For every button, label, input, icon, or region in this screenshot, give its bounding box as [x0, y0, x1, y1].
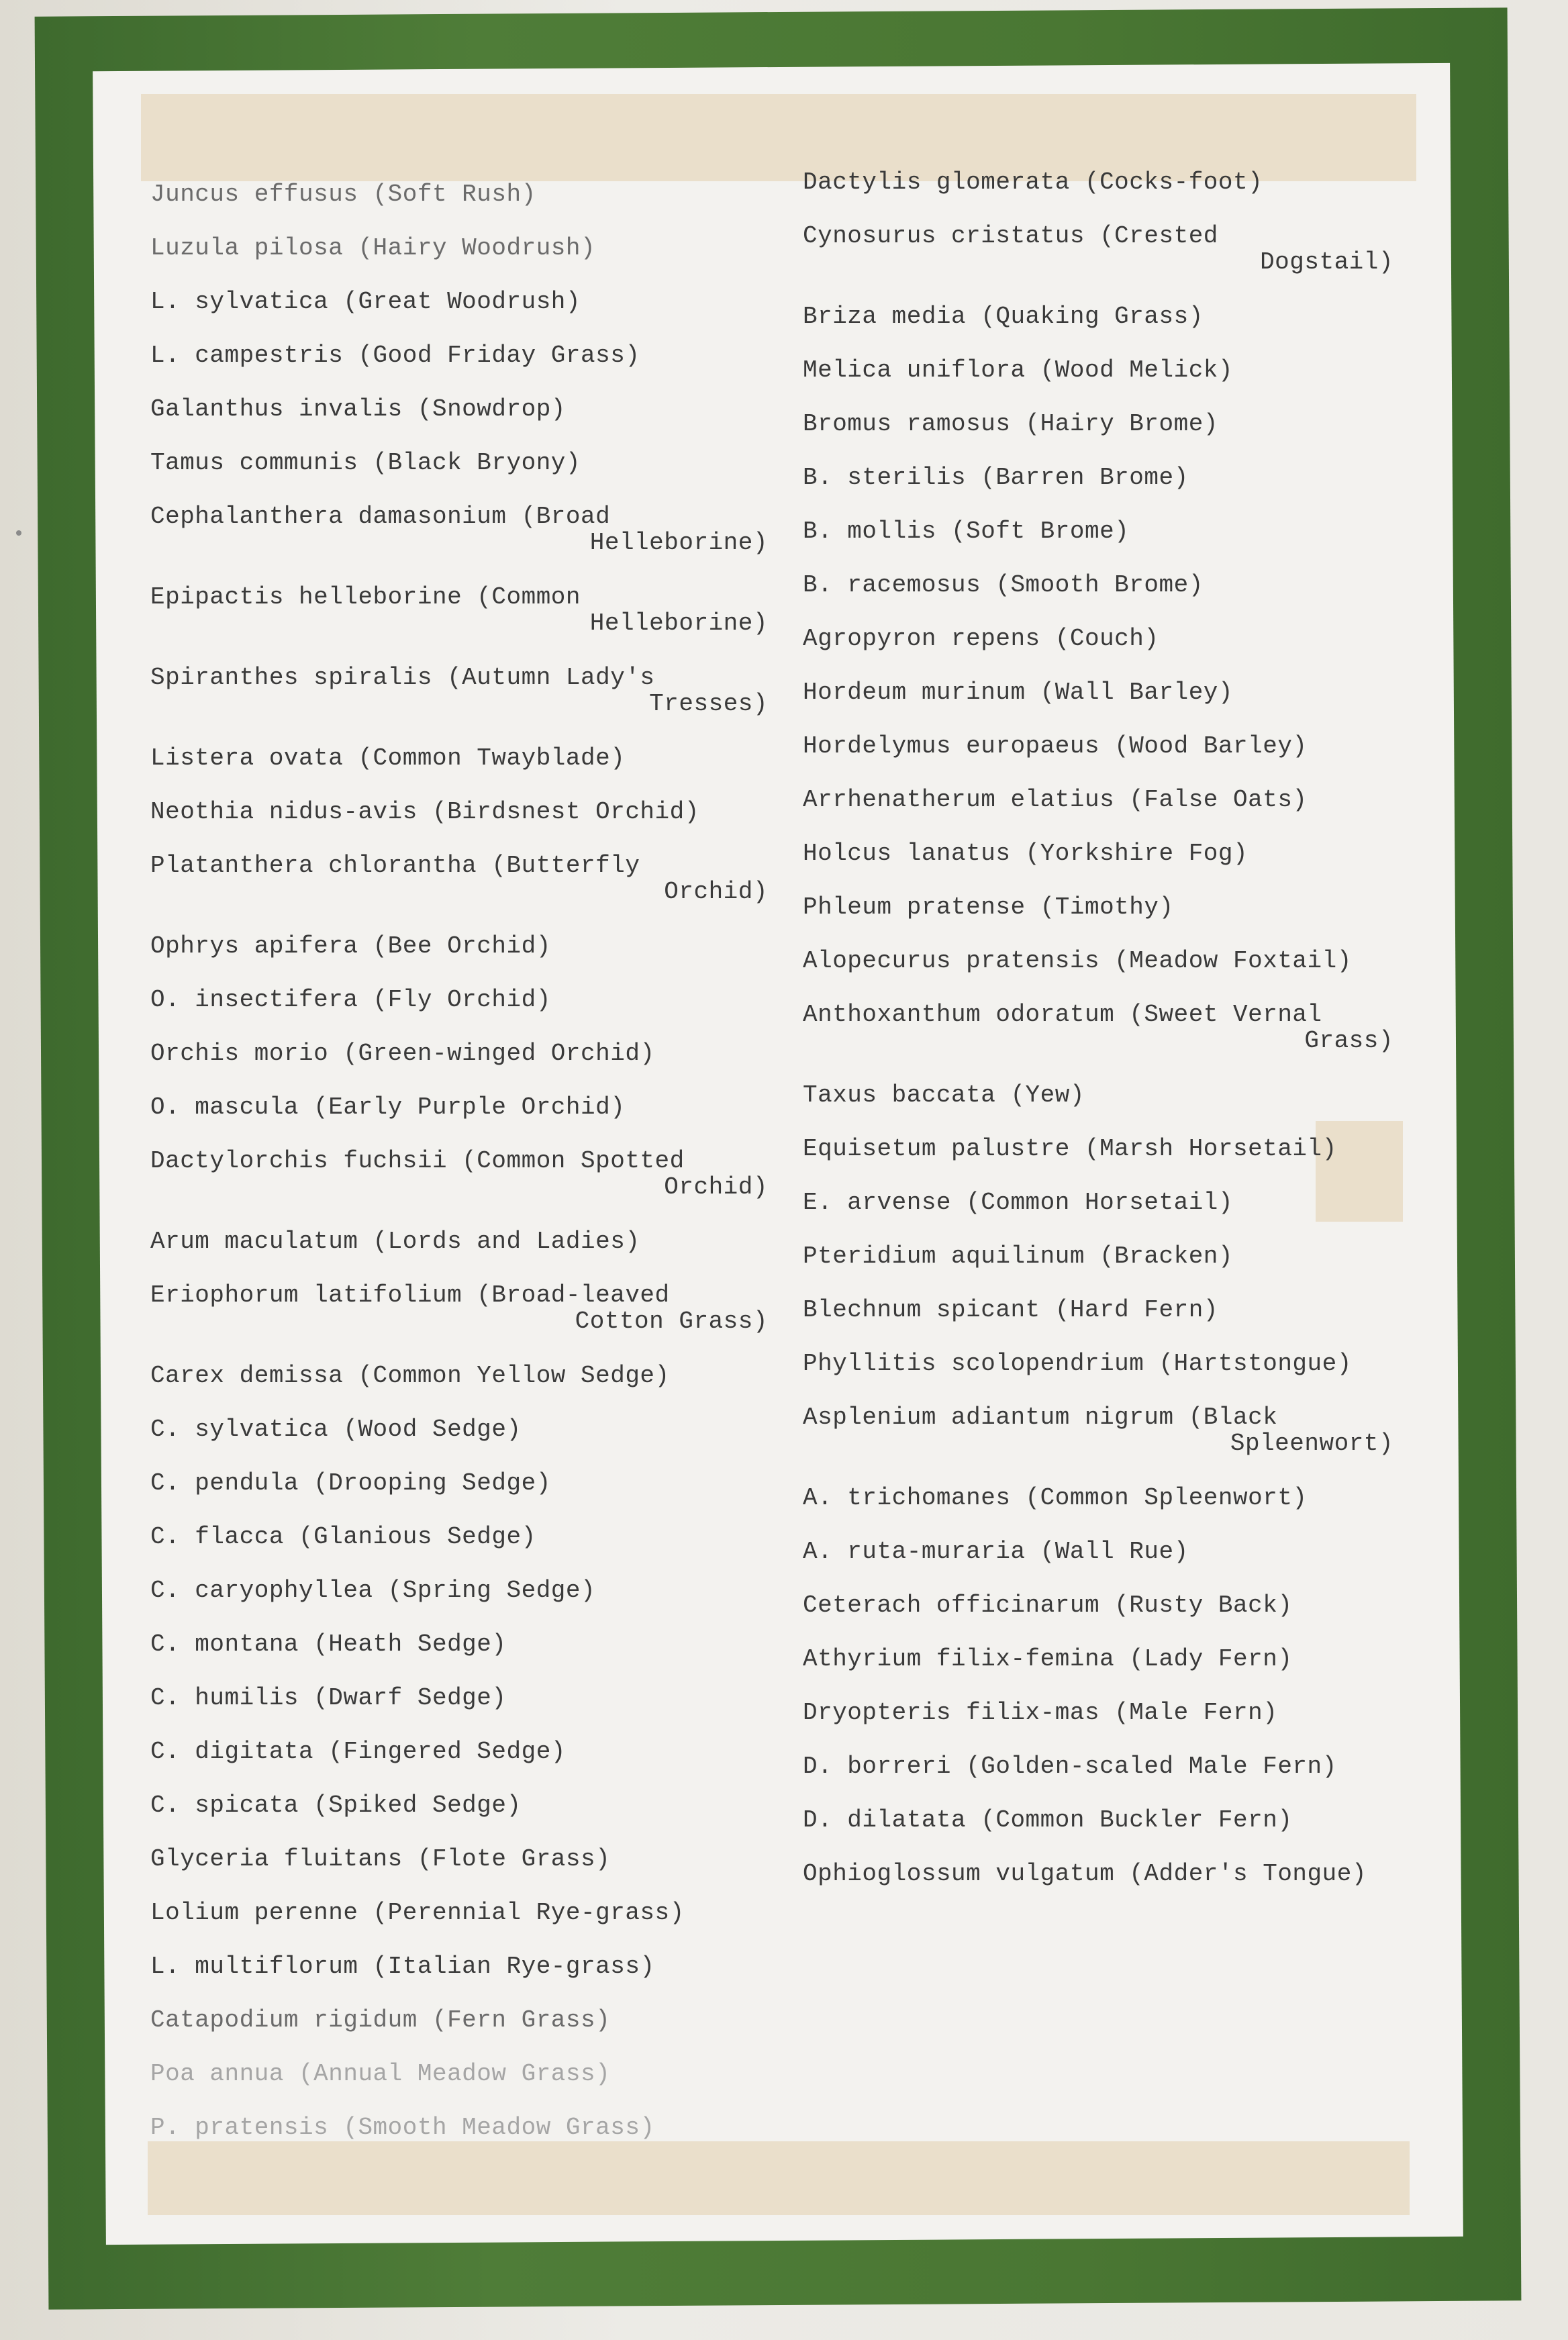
species-entry [150, 2007, 610, 2033]
species-name: Dactylis glomerata (Cocks-foot) [803, 168, 1263, 196]
species-entry [150, 396, 566, 422]
species-entry [803, 1700, 1277, 1726]
species-name-continuation: Spleenwort) [1230, 1430, 1393, 1457]
species-entry [803, 357, 1233, 383]
species-entry [150, 852, 768, 905]
species-name: Equisetum palustre (Marsh Horsetail) [803, 1135, 1337, 1163]
species-name: O. mascula (Early Purple Orchid) [150, 1093, 626, 1121]
species-entry [803, 1646, 1292, 1672]
species-name: C. digitata (Fingered Sedge) [150, 1738, 566, 1765]
species-entry [150, 987, 551, 1013]
species-name: Arum maculatum (Lords and Ladies) [150, 1228, 640, 1255]
species-name: Orchis morio (Green-winged Orchid) [150, 1040, 655, 1067]
species-name: Tamus communis (Black Bryony) [150, 449, 581, 477]
species-name-continuation: Helleborine) [589, 610, 768, 637]
species-entry [803, 787, 1308, 813]
species-entry [150, 665, 768, 717]
species-name-continuation: Grass) [1304, 1027, 1393, 1055]
species-name: L. campestris (Good Friday Grass) [150, 342, 640, 369]
species-entry [150, 1282, 768, 1334]
species-entry [150, 1685, 506, 1711]
species-name: Glyceria fluitans (Flote Grass) [150, 1845, 611, 1873]
species-entry [150, 1846, 610, 1872]
species-name: B. mollis (Soft Brome) [803, 518, 1130, 545]
species-entry [803, 840, 1248, 867]
species-entry [803, 679, 1233, 705]
species-entry [803, 411, 1218, 437]
species-name: Phleum pratense (Timothy) [803, 893, 1174, 921]
species-name: A. ruta-muraria (Wall Rue) [803, 1538, 1189, 1565]
species-name: Galanthus invalis (Snowdrop) [150, 395, 566, 423]
species-entry [803, 1753, 1337, 1780]
species-entry [803, 626, 1159, 652]
species-name: Agropyron repens (Couch) [803, 625, 1159, 652]
species-entry [150, 342, 640, 369]
species-name: Melica uniflora (Wood Melick) [803, 356, 1234, 384]
species-name: Briza media (Quaking Grass) [803, 303, 1204, 330]
species-name: D. borreri (Golden-scaled Male Fern) [803, 1753, 1337, 1780]
species-entry [803, 223, 1393, 275]
species-name: Listera ovata (Common Twayblade) [150, 744, 626, 772]
species-entry [803, 948, 1352, 974]
species-name: Platanthera chlorantha (Butterfly [150, 852, 640, 879]
species-name: Athyrium filix-femina (Lady Fern) [803, 1645, 1293, 1673]
species-entry [150, 1524, 536, 1550]
species-name: D. dilatata (Common Buckler Fern) [803, 1806, 1293, 1834]
species-name: C. flacca (Glanious Sedge) [150, 1523, 536, 1551]
species-name: Pteridium aquilinum (Bracken) [803, 1242, 1234, 1270]
species-entry [150, 1953, 655, 1980]
species-entry [803, 1351, 1352, 1377]
species-name: C. spicata (Spiked Sedge) [150, 1792, 522, 1819]
species-name: Carex demissa (Common Yellow Sedge) [150, 1362, 670, 1390]
species-entry [150, 2114, 655, 2141]
species-entry [150, 235, 595, 261]
species-entry [803, 1243, 1233, 1269]
species-name: Hordeum murinum (Wall Barley) [803, 679, 1234, 706]
species-entry [150, 1739, 566, 1765]
species-name: Alopecurus pratensis (Meadow Foxtail) [803, 947, 1352, 975]
species-name-continuation: Orchid) [664, 878, 768, 906]
species-name: Spiranthes spiralis (Autumn Lady's [150, 664, 655, 691]
species-entry [803, 1485, 1308, 1511]
species-entry [150, 450, 581, 476]
species-name: P. pratensis (Smooth Meadow Grass) [150, 2114, 655, 2141]
species-entry [803, 1136, 1337, 1162]
species-entry [150, 181, 536, 207]
species-name: C. humilis (Dwarf Sedge) [150, 1684, 507, 1712]
species-entry [803, 1861, 1367, 1887]
species-entry [150, 1416, 522, 1443]
species-entry [803, 1189, 1233, 1216]
species-name: C. caryophyllea (Spring Sedge) [150, 1577, 596, 1604]
species-name: L. sylvatica (Great Woodrush) [150, 288, 581, 315]
species-name: Holcus lanatus (Yorkshire Fog) [803, 840, 1248, 867]
species-name: C. pendula (Drooping Sedge) [150, 1469, 551, 1497]
species-name: Blechnum spicant (Hard Fern) [803, 1296, 1218, 1324]
species-entry [803, 1539, 1189, 1565]
species-name: Asplenium adiantum nigrum (Black [803, 1404, 1278, 1431]
species-entry [150, 745, 625, 771]
species-name: L. multiflorum (Italian Rye-grass) [150, 1953, 655, 1980]
tape-strip-bottom [148, 2141, 1410, 2215]
species-entry [803, 1404, 1393, 1457]
species-name: Ophrys apifera (Bee Orchid) [150, 932, 551, 960]
species-name: Ceterach officinarum (Rusty Back) [803, 1592, 1293, 1619]
species-name: Lolium perenne (Perennial Rye-grass) [150, 1899, 685, 1927]
species-name: Luzula pilosa (Hairy Woodrush) [150, 234, 596, 262]
species-entry [803, 1297, 1218, 1323]
species-entry [150, 1900, 685, 1926]
speck [16, 530, 21, 536]
species-entry [150, 1094, 625, 1120]
species-name: Hordelymus europaeus (Wood Barley) [803, 732, 1308, 760]
species-entry [150, 1470, 551, 1496]
species-name: Bromus ramosus (Hairy Brome) [803, 410, 1218, 438]
species-name: Epipactis helleborine (Common [150, 583, 581, 611]
species-entry [150, 933, 551, 959]
species-name: Ophioglossum vulgatum (Adder's Tongue) [803, 1860, 1367, 1888]
species-name: Neothia nidus-avis (Birdsnest Orchid) [150, 798, 699, 826]
species-entry [150, 2061, 610, 2087]
species-name: Juncus effusus (Soft Rush) [150, 181, 536, 208]
species-entry [803, 518, 1129, 544]
species-entry [803, 733, 1308, 759]
species-name-continuation: Dogstail) [1260, 248, 1393, 276]
species-entry [803, 1002, 1393, 1054]
species-entry [150, 1040, 655, 1067]
species-entry [150, 584, 768, 636]
species-entry [803, 572, 1204, 598]
species-entry [803, 1082, 1085, 1108]
species-name: Cephalanthera damasonium (Broad [150, 503, 611, 530]
species-name-continuation: Cotton Grass) [575, 1308, 768, 1335]
species-name: C. sylvatica (Wood Sedge) [150, 1416, 522, 1443]
species-name: Cynosurus cristatus (Crested [803, 222, 1218, 250]
species-name: C. montana (Heath Sedge) [150, 1630, 507, 1658]
species-entry [150, 289, 581, 315]
species-entry [150, 1577, 595, 1604]
species-name: Taxus baccata (Yew) [803, 1081, 1085, 1109]
species-name: Dactylorchis fuchsii (Common Spotted [150, 1147, 685, 1175]
species-name: E. arvense (Common Horsetail) [803, 1189, 1234, 1216]
species-name: Eriophorum latifolium (Broad-leaved [150, 1281, 670, 1309]
species-entry [150, 503, 768, 556]
species-name-continuation: Orchid) [664, 1173, 768, 1201]
species-name: Poa annua (Annual Meadow Grass) [150, 2060, 611, 2088]
species-entry [150, 1631, 506, 1657]
species-entry [803, 894, 1174, 920]
species-entry [150, 1363, 670, 1389]
species-name-continuation: Helleborine) [589, 529, 768, 556]
species-name: O. insectifera (Fly Orchid) [150, 986, 551, 1014]
species-name-continuation: Tresses) [649, 690, 768, 718]
species-name: Anthoxanthum odoratum (Sweet Vernal [803, 1001, 1322, 1028]
species-entry [150, 1792, 522, 1818]
species-entry [803, 1807, 1292, 1833]
species-entry [150, 1148, 768, 1200]
species-entry [803, 465, 1189, 491]
species-entry [803, 303, 1204, 330]
species-entry [150, 799, 699, 825]
species-name: Dryopteris filix-mas (Male Fern) [803, 1699, 1278, 1726]
species-name: Phyllitis scolopendrium (Hartstongue) [803, 1350, 1352, 1377]
species-name: B. sterilis (Barren Brome) [803, 464, 1189, 491]
species-name: Catapodium rigidum (Fern Grass) [150, 2006, 611, 2034]
species-entry [150, 1228, 640, 1255]
species-entry [803, 169, 1263, 195]
species-name: B. racemosus (Smooth Brome) [803, 571, 1204, 599]
species-entry [803, 1592, 1292, 1618]
species-name: Arrhenatherum elatius (False Oats) [803, 786, 1308, 814]
species-name: A. trichomanes (Common Spleenwort) [803, 1484, 1308, 1512]
